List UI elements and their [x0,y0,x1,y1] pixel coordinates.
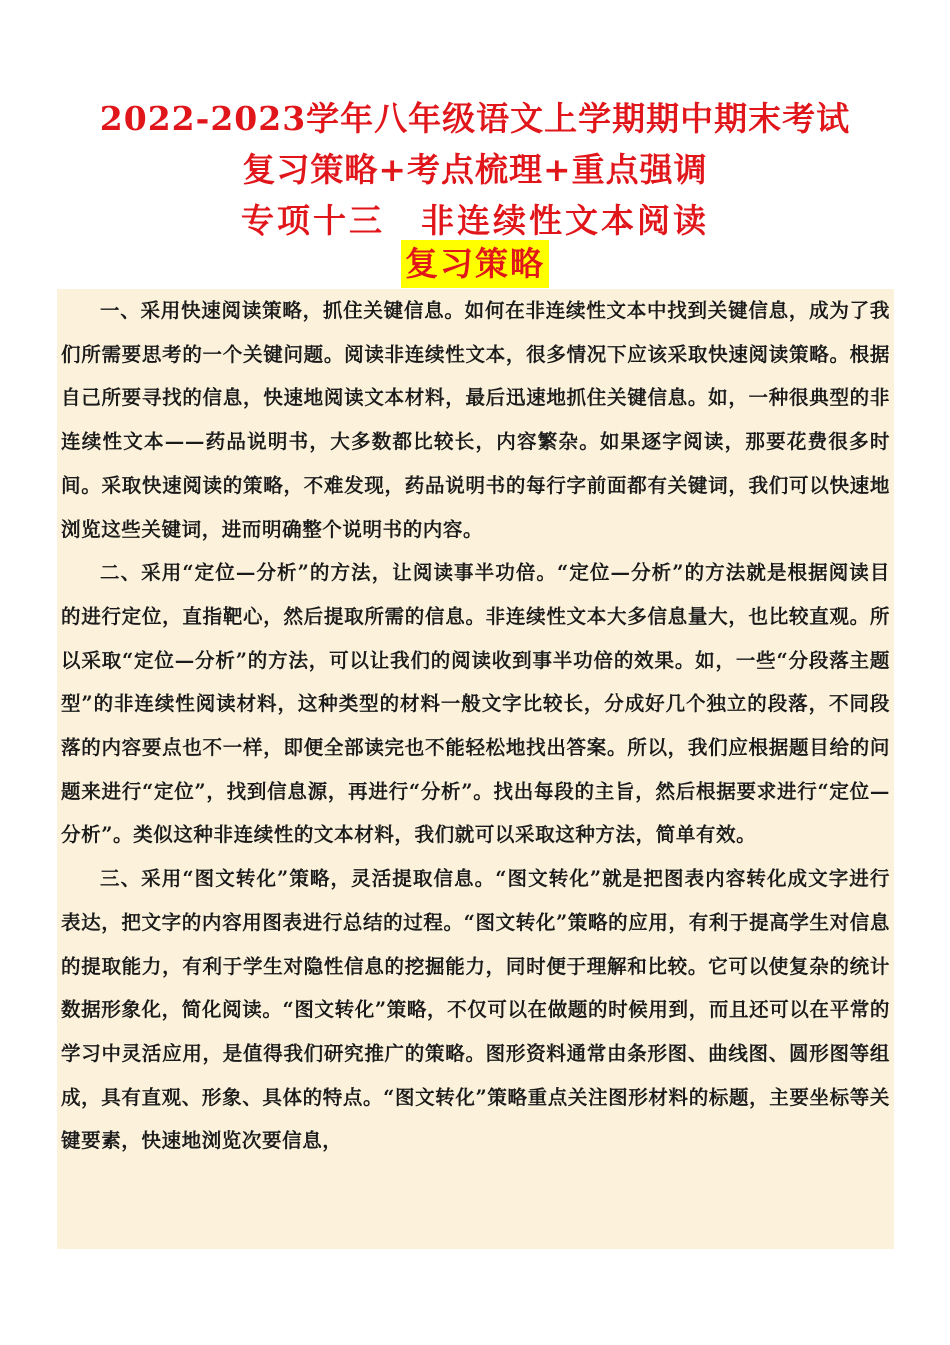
topic-name: 非连续性文本阅读 [421,201,709,240]
topic-number: 专项十三 [241,201,385,240]
document-title-line2: 复习策略+考点梳理+重点强调 [242,150,708,189]
content-body [57,289,894,1249]
paragraph-3: 三、采用“图文转化”策略，灵活提取信息。“图文转化”就是把图表内容转化成文字进行表达，把文字的内容用图表进行总结的过程。“图文转化”策略的应用，有利于提高学生对信息的提取能力，有利于学生对隐性信息的挖掘能力，同时便于理解和比较。它可以使复杂的统计数据形象化，简化阅读。“图文转化”策略，不仅可以在做题的时候用到，而且还可以在平常的学习中灵活应用，是值得我们研究推广的策略。图形资料通常由条形图、曲线图、圆形图等组成，具有直观、形象、具体的特点。“图文转化”策略重点关注图形材料的标题，主要坐标等关键要素，快速地浏览次要信息， [61,867,890,1153]
paragraph-1: 一、采用快速阅读策略，抓住关键信息。如何在非连续性文本中找到关键信息，成为了我们所需要思考的一个关键问题。阅读非连续性文本，很多情况下应该采取快速阅读策略。根据自己所要寻找的信息，快速地阅读文本材料，最后迅速地抓住关键信息。如，一种很典型的非连续性文本——药品说明书，大多数都比较长，内容繁杂。如果逐字阅读，那要花费很多时间。采取快速阅读的策略，不难发现，药品说明书的每行字前面都有关键词，我们可以快速地浏览这些关键词，进而明确整个说明书的内容。 [61,299,890,541]
document-title-line3 [0,195,950,242]
document-title-line1: 2022-2023学年八年级语文上学期期中期末考试 [99,99,851,138]
section-badge: 复习策略 [401,240,549,288]
paragraph-2: 二、采用“定位—分析”的方法，让阅读事半功倍。“定位—分析”的方法就是根据阅读目的进行定位，直指靶心，然后提取所需的信息。非连续性文本大多信息量大，也比较直观。所以采取“定位—分析”的方法，可以让我们的阅读收到事半功倍的效果。如，一些“分段落主题型”的非连续性阅读材料，这种类型的材料一般文字比较长，分成好几个独立的段落，不同段落的内容要点也不一样，即便全部读完也不能轻松地找出答案。所以，我们应根据题目给的问题来进行“定位”，找到信息源，再进行“分析”。找出每段的主旨，然后根据要求进行“定位—分析”。类似这种非连续性的文本材料，我们就可以采取这种方法，简单有效。 [61,561,890,847]
